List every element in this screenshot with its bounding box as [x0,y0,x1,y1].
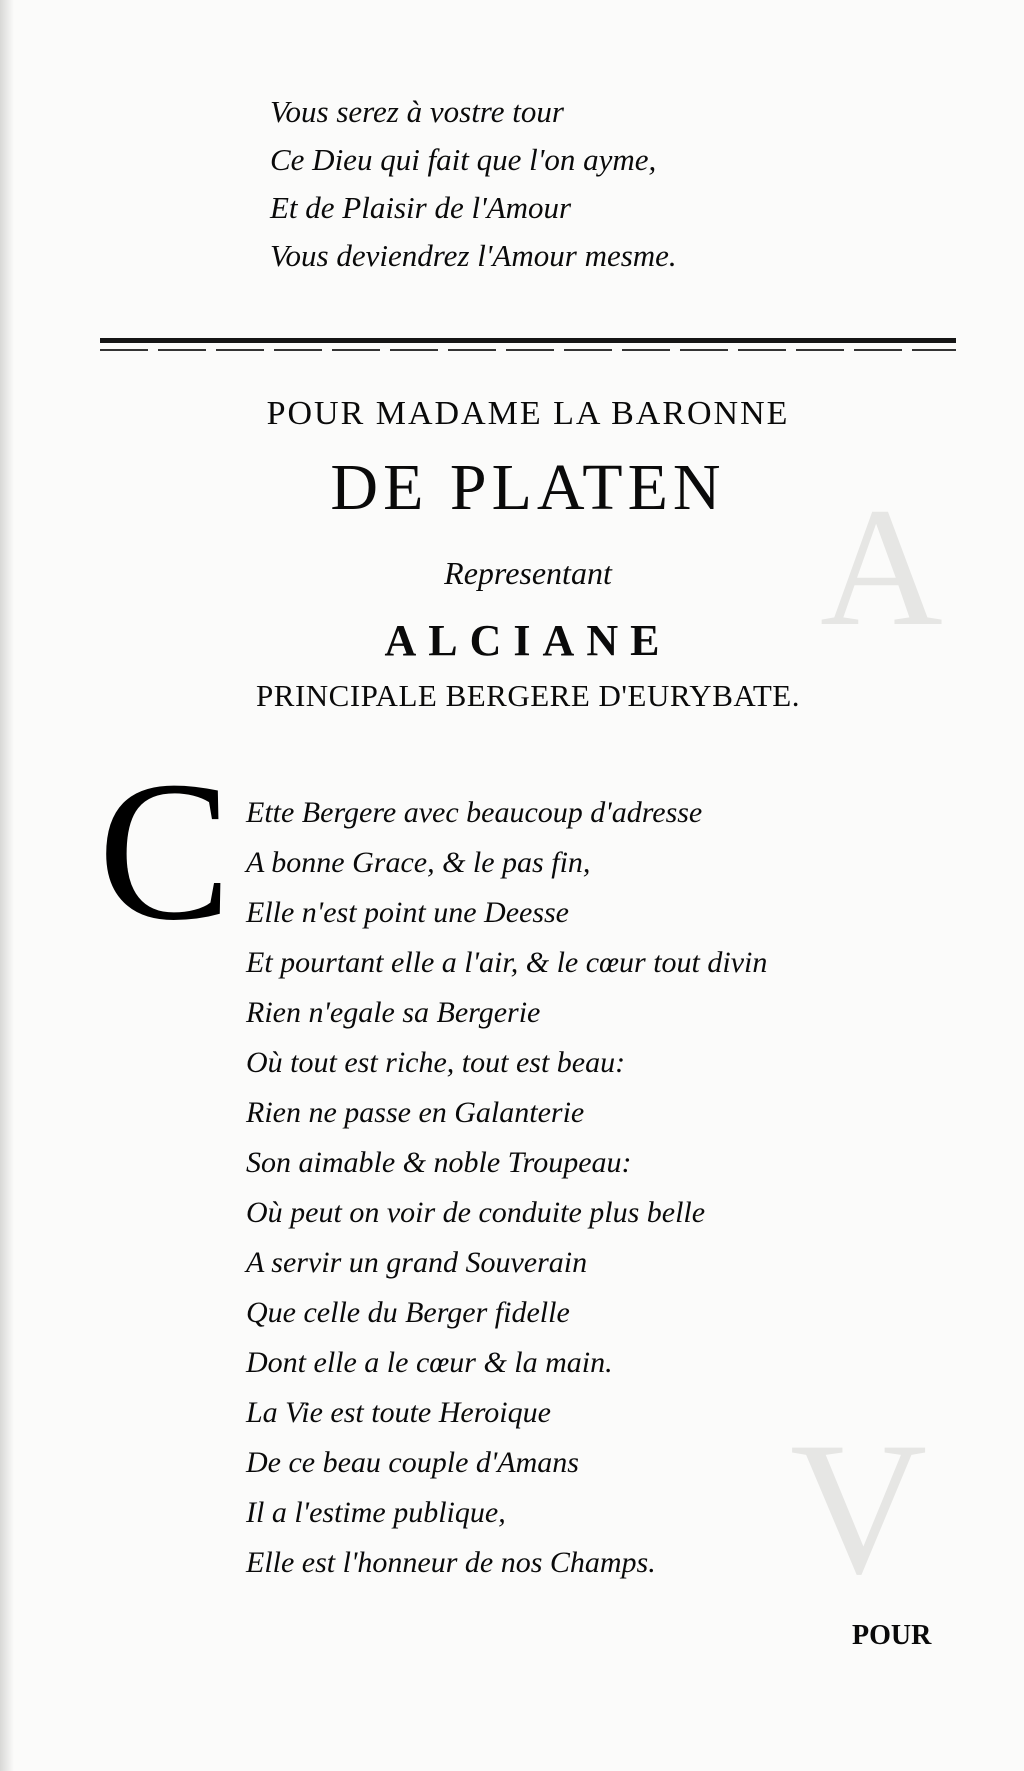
heading-role: ALCIANE [384,616,672,665]
verse-line: Son aimable & noble Troupeau: [246,1146,632,1179]
heading-role-description: PRINCIPALE BERGERE D'EURYBATE. [256,678,800,713]
section-divider-thin [100,349,956,351]
verse-line: Dont elle a le cœur & la main. [246,1346,613,1379]
verse-line: Il a l'estime publique, [246,1496,506,1529]
show-through-letter-a: A [820,473,943,661]
poem [246,788,966,1588]
verse-line: Elle n'est point une Deesse [246,896,569,929]
verse-line: Que celle du Berger fidelle [246,1296,570,1329]
verse-line: Et de Plaisir de l'Amour [270,190,572,225]
heading-name: DE PLATEN [330,451,726,524]
verse-line: Vous deviendrez l'Amour mesme. [270,238,677,273]
verse-line: A bonne Grace, & le pas fin, [246,846,591,879]
heading-dedication: POUR MADAME LA BARONNE [266,395,790,432]
heading-representant: Representant [444,555,612,591]
verse-line: Vous serez à vostre tour [270,94,564,129]
show-through-letter-v: V [790,1404,928,1614]
verse-line: De ce beau couple d'Amans [246,1446,579,1479]
verse-line: Où tout est riche, tout est beau: [246,1046,626,1079]
verse-line: A servir un grand Souverain [246,1246,588,1279]
verse-line: Elle est l'honneur de nos Champs. [246,1546,656,1579]
verse-line: Rien ne passe en Galanterie [246,1096,585,1129]
page-edge-shadow [0,0,14,1771]
verse-line: Ette Bergere avec beaucoup d'adresse [246,796,703,829]
verse-line: Ce Dieu qui fait que l'on ayme, [270,142,657,177]
verse-line: Où peut on voir de conduite plus belle [246,1196,706,1229]
verse-line: Et pourtant elle a l'air, & le cœur tout divin [246,946,768,979]
drop-cap: C [98,741,232,962]
section-divider [100,338,956,343]
catchword: POUR [852,1620,932,1651]
top-stanza [270,88,870,280]
verse-line: La Vie est toute Heroique [246,1396,551,1429]
verse-line: Rien n'egale sa Bergerie [246,996,541,1029]
